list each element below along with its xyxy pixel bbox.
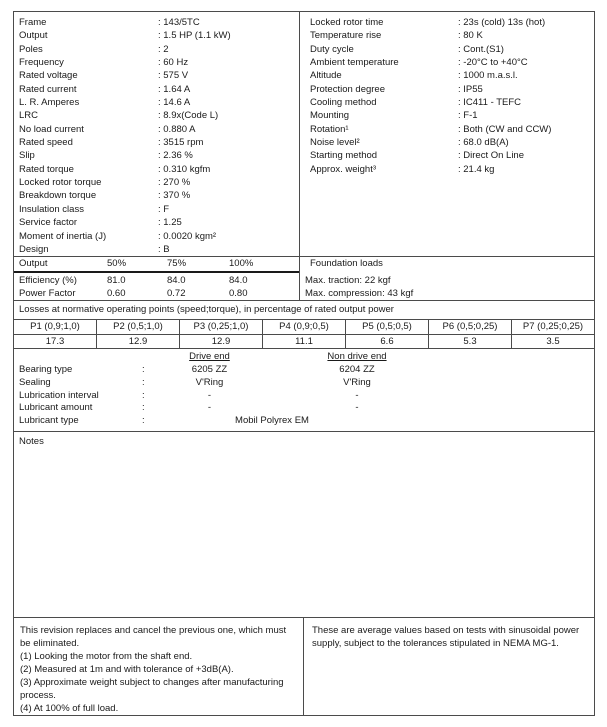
spec-value: : Direct On Line — [458, 150, 524, 162]
ratings-right-column — [299, 12, 594, 256]
losses-values-row — [14, 334, 594, 349]
performance-section — [14, 256, 594, 300]
spec-value: : 0.880 A — [158, 123, 196, 135]
spec-value: : 370 % — [158, 190, 191, 202]
performance-value-50: 0.60 — [107, 287, 126, 299]
bearing-row-label: Bearing type — [19, 363, 73, 375]
bearing-drive-value: - — [207, 402, 212, 414]
spec-row — [14, 189, 299, 202]
spec-row — [14, 243, 299, 256]
spec-value: : 575 V — [158, 70, 189, 82]
spec-value: : 80 K — [458, 30, 483, 42]
spec-label: Frame — [19, 17, 47, 28]
spec-row — [14, 29, 299, 42]
bearing-row-label: Lubrication interval — [19, 389, 99, 401]
spec-label: Output — [19, 30, 48, 42]
spec-row — [14, 96, 299, 109]
spec-label: Temperature rise — [310, 30, 382, 42]
bearing-row-label: Sealing — [19, 376, 51, 388]
spec-label: Locked rotor time — [310, 17, 384, 28]
bearing-drive-value: 6205 ZZ — [191, 363, 228, 375]
spec-value: : 23s (cold) 13s (hot) — [458, 17, 546, 28]
footnote-line: (2) Measured at 1m and with tolerance of +3dB(A). — [20, 664, 234, 675]
losses-point-header: P3 (0,25;1,0) — [179, 320, 262, 334]
spec-label: Rated voltage — [19, 70, 78, 82]
lubricant-type-value: Mobil Polyrex EM — [235, 415, 309, 427]
spec-value: : 60 Hz — [158, 57, 189, 69]
footnote-line: (4) At 100% of full load. — [20, 703, 119, 714]
spec-row — [14, 203, 299, 216]
footnote-line: This revision replaces and cancel the previous one, which must be eliminated. — [20, 625, 287, 649]
lubricant-type-colon: : — [142, 415, 145, 427]
spec-row — [14, 176, 299, 189]
spec-label: Poles — [19, 43, 43, 55]
foundation-value: : 22 kgf — [359, 275, 391, 287]
bearing-row-colon: : — [142, 376, 145, 388]
foundation-row — [300, 275, 594, 288]
lubricant-type-label: Lubricant type — [19, 415, 79, 427]
spec-row — [300, 136, 594, 149]
spec-value: : 143/5TC — [158, 17, 200, 28]
spec-label: Locked rotor torque — [19, 177, 102, 189]
performance-value-75: 84.0 — [167, 275, 186, 287]
spec-value: : -20°C to +40°C — [458, 57, 528, 69]
bearing-row — [14, 377, 594, 390]
spec-row — [14, 230, 299, 243]
bearing-row-colon: : — [142, 402, 145, 414]
foundation-label: Max. compression — [305, 287, 383, 299]
spec-row — [14, 69, 299, 82]
losses-point-header: P5 (0,5;0,5) — [345, 320, 428, 334]
spec-value: : 270 % — [158, 177, 191, 189]
footnotes-section — [14, 617, 594, 715]
bearing-drive-value: - — [207, 389, 212, 401]
losses-point-header: P4 (0,9;0,5) — [262, 320, 345, 334]
spec-row — [14, 163, 299, 176]
non-drive-end-header: Non drive end — [327, 351, 387, 363]
spec-value: : 1.64 A — [158, 83, 191, 95]
spec-row — [300, 96, 594, 109]
spec-row — [300, 69, 594, 82]
spec-value: : 0.0020 kgm² — [158, 230, 217, 242]
spec-label: Breakdown torque — [19, 190, 97, 202]
footnote-line: These are average values based on tests with sinusoidal power supply, subject to the tolerances stipulated in NEMA MG-1. — [312, 625, 580, 649]
spec-label: Cooling method — [310, 97, 377, 109]
spec-value: : Cont.(S1) — [458, 43, 504, 55]
spec-value: : 0.310 kgfm — [158, 163, 211, 175]
losses-point-value: 17.3 — [45, 335, 65, 347]
spec-label: Design — [19, 243, 49, 255]
performance-value-50: 81.0 — [107, 275, 126, 287]
spec-row — [14, 123, 299, 136]
notes-section — [14, 431, 594, 617]
spec-value: : Both (CW and CCW) — [458, 123, 552, 135]
bearing-header-spacer — [14, 351, 142, 364]
spec-value: : 68.0 dB(A) — [458, 137, 509, 149]
performance-row-label: Power Factor — [19, 287, 76, 299]
spec-value: : IP55 — [458, 83, 483, 95]
spec-row — [300, 123, 594, 136]
tolerance-statement — [303, 618, 594, 715]
notes-title: Notes — [19, 435, 44, 447]
bearing-header-row — [14, 351, 594, 364]
bearing-row — [14, 390, 594, 403]
load-75-header: 75% — [167, 258, 187, 270]
spec-label: Rated current — [19, 83, 77, 95]
spec-row — [14, 149, 299, 162]
spec-row — [14, 216, 299, 229]
spec-label: Altitude — [310, 70, 342, 82]
performance-header-row — [14, 257, 299, 273]
spec-row — [300, 83, 594, 96]
spec-row — [300, 149, 594, 162]
spec-label: LRC — [19, 110, 39, 122]
performance-value-100: 0.80 — [229, 287, 248, 299]
foundation-label: Max. traction — [305, 275, 360, 287]
bearing-row-label: Lubricant amount — [19, 402, 93, 414]
spec-label: Moment of inertia (J) — [19, 230, 107, 242]
spec-label: Slip — [19, 150, 35, 162]
spec-label: Ambient temperature — [310, 57, 399, 69]
spec-label: Approx. weight³ — [310, 163, 377, 175]
spec-value: : 2 — [158, 43, 169, 55]
losses-title: Losses at normative operating points (speed;torque), in percentage of rated output power — [19, 304, 394, 316]
bearing-header-spacer — [142, 351, 152, 364]
losses-point-value: 12.9 — [179, 335, 262, 349]
spec-label: Noise level² — [310, 137, 360, 149]
spec-row — [14, 56, 299, 69]
spec-value: : 2.36 % — [158, 150, 193, 162]
spec-row — [14, 109, 299, 122]
losses-header-row — [14, 319, 594, 334]
spec-label: Mounting — [310, 110, 350, 122]
spec-label: Rated torque — [19, 163, 74, 175]
losses-point-header: P1 (0,9;1,0) — [30, 321, 80, 333]
losses-point-value: 12.9 — [96, 335, 179, 349]
spec-row — [300, 163, 594, 176]
spec-row — [14, 16, 299, 29]
performance-value-100: 84.0 — [229, 275, 248, 287]
losses-point-header: P2 (0,5;1,0) — [96, 320, 179, 334]
losses-point-value: 3.5 — [511, 335, 594, 349]
performance-value-75: 0.72 — [167, 287, 186, 299]
losses-point-header: P7 (0,25;0,25) — [511, 320, 594, 334]
footnote-line: (3) Approximate weight subject to changes after manufacturing process. — [20, 677, 284, 701]
spec-label: Rotation¹ — [310, 123, 349, 135]
spec-row — [300, 29, 594, 42]
spec-value: : 1.5 HP (1.1 kW) — [158, 30, 231, 42]
spec-value: : F — [158, 203, 170, 215]
spec-value: : B — [158, 243, 170, 255]
spec-label: Starting method — [310, 150, 378, 162]
foundation-value: : 43 kgf — [382, 287, 414, 299]
spec-value: : 1.25 — [158, 217, 182, 229]
bearing-non-drive-value: - — [355, 389, 359, 401]
drive-end-header: Drive end — [189, 351, 230, 363]
losses-point-value: 6.6 — [345, 335, 428, 349]
spec-value: : 8.9x(Code L) — [158, 110, 219, 122]
spec-label: Frequency — [19, 57, 64, 69]
spec-row — [300, 43, 594, 56]
bearing-non-drive-value: - — [355, 402, 359, 414]
bearing-non-drive-value: V'Ring — [343, 376, 371, 388]
foundation-row — [300, 288, 594, 301]
footnote-line: (1) Looking the motor from the shaft end. — [20, 651, 193, 662]
spec-row — [300, 56, 594, 69]
ratings-left-column — [14, 12, 299, 256]
spec-value: : 14.6 A — [158, 97, 191, 109]
spec-value: : IC411 - TEFC — [458, 97, 521, 109]
bearing-row-colon: : — [142, 389, 145, 401]
losses-point-value: 5.3 — [428, 335, 511, 349]
performance-row — [14, 275, 299, 288]
spec-row — [14, 136, 299, 149]
revision-footnotes — [14, 618, 303, 715]
losses-section — [14, 300, 594, 348]
spec-value: : 3515 rpm — [158, 137, 204, 149]
spec-label: Rated speed — [19, 137, 73, 149]
foundation-loads-box — [299, 257, 594, 300]
spec-label: Protection degree — [310, 83, 385, 95]
bearing-row — [14, 364, 594, 377]
performance-table — [14, 257, 299, 300]
spec-row — [300, 109, 594, 122]
bearing-section — [14, 348, 594, 431]
performance-row — [14, 288, 299, 301]
bearing-drive-value: V'Ring — [195, 376, 224, 388]
spec-row — [300, 16, 594, 29]
spec-label: Insulation class — [19, 203, 84, 215]
performance-header-label: Output — [19, 258, 48, 270]
performance-row-label: Efficiency (%) — [19, 275, 77, 287]
motor-datasheet — [13, 11, 595, 716]
spec-value: : 21.4 kg — [458, 163, 495, 175]
lubricant-type-row — [14, 415, 594, 428]
spec-row — [14, 83, 299, 96]
spec-value: : F-1 — [458, 110, 478, 122]
bearing-row-colon: : — [142, 363, 145, 375]
foundation-loads-title: Foundation loads — [310, 258, 383, 270]
bearing-row — [14, 402, 594, 415]
losses-point-header: P6 (0,5;0,25) — [428, 320, 511, 334]
spec-value: : 1000 m.a.s.l. — [458, 70, 518, 82]
spec-label: Duty cycle — [310, 43, 354, 55]
spec-row — [14, 43, 299, 56]
load-50-header: 50% — [107, 258, 127, 270]
spec-label: Service factor — [19, 217, 78, 229]
spec-label: L. R. Amperes — [19, 97, 80, 109]
load-100-header: 100% — [229, 258, 254, 270]
losses-point-value: 11.1 — [262, 335, 345, 349]
bearing-non-drive-value: 6204 ZZ — [339, 363, 375, 375]
spec-label: No load current — [19, 123, 84, 135]
ratings-section — [14, 12, 594, 256]
